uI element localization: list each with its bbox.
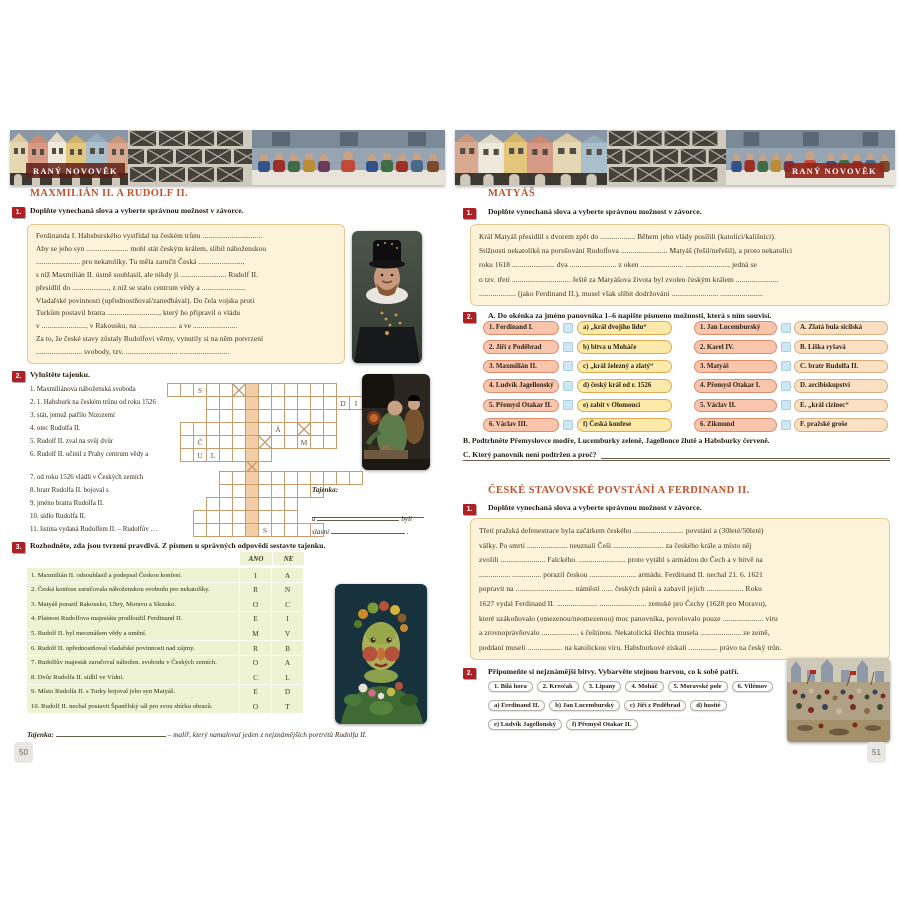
statement-text: 4. Platnost Rudolfova majestátu prodloužil Ferdinand II. <box>27 612 239 626</box>
crossword-clue: 7. od roku 1526 vládli v Českých zemích <box>30 474 144 481</box>
crossword-cell <box>297 422 311 436</box>
task-number-badge: 2. <box>12 371 25 382</box>
option-chip: b) bitva u Moháče <box>577 340 672 354</box>
crossword-clue: 5. Rudolf II. zval na svůj dvůr <box>30 438 114 445</box>
crossword-cell[interactable] <box>258 396 272 410</box>
option-chip: C. bratr Rudolfa II. <box>794 360 888 374</box>
crossword-cell[interactable] <box>284 409 298 423</box>
yes-letter-cell[interactable]: O <box>240 656 271 670</box>
table-row <box>27 568 304 582</box>
answer-chip[interactable]: f) Přemysl Otakar II. <box>566 719 638 730</box>
answer-box[interactable] <box>781 381 791 391</box>
task-instruction-c <box>463 450 890 459</box>
section-title: ČESKÉ STAVOVSKÉ POVSTÁNÍ A FERDINAND II. <box>488 485 750 496</box>
ruler-chip: 3. Maxmilián II. <box>483 360 559 374</box>
crossword-cell[interactable] <box>167 383 181 397</box>
no-letter-cell[interactable]: D <box>272 685 303 699</box>
crossword-cell[interactable] <box>323 471 337 485</box>
matching-exercise <box>455 130 895 440</box>
statement-text: 8. Dvůr Rudolfa II. sídlil ve Vídni. <box>27 670 239 684</box>
chapter-banner <box>26 163 125 178</box>
answer-box[interactable] <box>563 420 573 430</box>
no-letter-cell[interactable]: C <box>272 597 303 611</box>
crossword-cell[interactable] <box>323 383 337 397</box>
true-false-table <box>27 552 305 718</box>
statement-text: 10. Rudolf II. nechal postavit Španělský sál pro svou sbírku obrazů. <box>27 699 239 713</box>
fill-blank-line: Ferdinanda I. Habsburského vystřídal na českém trůnu ............................... <box>36 231 263 240</box>
tajenka-footer <box>27 728 367 739</box>
crossword-cell[interactable]: L <box>206 448 220 462</box>
crossword-cell[interactable] <box>271 471 285 485</box>
crossword-cell[interactable] <box>245 435 259 449</box>
fill-blank-line: 1627 vydal Ferdinand II. ..................... ........................ zemské pro Čechy (1628 pro Moravu), <box>479 598 767 608</box>
crossword-cell[interactable] <box>258 484 272 498</box>
last-supper-photo <box>252 130 445 185</box>
fill-blank-line: Turkům postavil bratra ..........................., který ho připravil o vládu <box>36 308 241 318</box>
ruler-chip: 2. Jiří z Poděbrad <box>483 340 559 354</box>
tajenka-answer-line-3[interactable] <box>312 525 409 536</box>
rudolf-ii-portrait-image <box>352 231 422 363</box>
answer-box[interactable] <box>563 323 573 333</box>
answer-blank-line[interactable] <box>601 450 890 459</box>
ruler-chip: 5. Václav II. <box>694 399 777 413</box>
table-row <box>27 583 304 597</box>
crossword-cell[interactable] <box>232 523 246 537</box>
crossword-cell[interactable] <box>258 409 272 423</box>
crossword-cell[interactable] <box>323 435 337 449</box>
crossword-cell[interactable] <box>258 383 272 397</box>
battle-chip[interactable]: 6. Vilémov <box>732 681 774 692</box>
fill-blank-line: Třetí pražská defenestrace byla začátkem českého .......................... povstání a (30leté/50leté) <box>479 526 764 535</box>
table-row <box>27 699 304 713</box>
crossword-cell[interactable] <box>219 523 233 537</box>
crossword-cell[interactable] <box>310 435 324 449</box>
table-row <box>27 670 304 684</box>
statement-text: 3. Matyáš porazil Rakousko, Uhry, Moravu a Slezsko. <box>27 597 239 611</box>
crossword-cell[interactable]: I <box>349 396 363 410</box>
crossword-cell[interactable] <box>245 422 259 436</box>
no-letter-cell[interactable]: L <box>272 670 303 684</box>
crossword-cell[interactable] <box>206 497 220 511</box>
crossword-cell[interactable] <box>245 409 259 423</box>
crossword-cell[interactable] <box>258 448 272 462</box>
page-number: 50 <box>14 742 33 763</box>
table-row <box>27 641 304 655</box>
crossword-clue: 2. 1. Habsburk na českém trůnu od roku 1526 <box>30 399 156 406</box>
task-number-badge: 2. <box>463 312 476 323</box>
crossword-cell[interactable] <box>323 409 337 423</box>
fill-blank-line: ................ ............... porazil českou ........................ armádu. Ferdinand II. nechal 21. 6. 1621 <box>479 569 763 579</box>
crossword-cell[interactable] <box>284 497 298 511</box>
no-letter-cell[interactable]: N <box>272 583 303 597</box>
chapter-banner-label: RANÝ NOVOVĚK <box>33 165 118 176</box>
crossword-cell[interactable] <box>219 422 233 436</box>
task-instruction: Připomeňte si nejznámější bitvy. Vybarvěte stejnou barvou, co k sobě patří. <box>488 667 739 676</box>
crossword-cell[interactable] <box>206 383 220 397</box>
section-title: MAXMILIÁN II. A RUDOLF II. <box>30 188 189 199</box>
fill-blank-line: popravit na .............................. náměstí ...... českých pánů a zabavil jejich ................... Roku <box>479 584 762 594</box>
crossword-cell[interactable] <box>310 383 324 397</box>
crossword-cell[interactable] <box>206 409 220 423</box>
fill-blank-line: Král Matyáš přesídlil s dvorem zpět do .................. Během jeho vlády posílili (katolíci/kališníci). <box>479 232 776 241</box>
crossword-cell[interactable] <box>349 471 363 485</box>
ruler-chip: 6. Zikmund <box>694 418 777 432</box>
crossword-cell[interactable] <box>284 435 298 449</box>
table-row <box>27 597 304 611</box>
tajenka-answer-line-2[interactable] <box>312 512 412 523</box>
fill-blank-line: a zrovnoprávňovalo ................... s češtinou. Nekatolická šlechta musela ..................... ze země, <box>479 628 770 638</box>
no-letter-cell[interactable]: B <box>272 641 303 655</box>
crossword-cell[interactable] <box>271 497 285 511</box>
crossword-cell[interactable] <box>297 471 311 485</box>
crossword-cell[interactable] <box>232 510 246 524</box>
table-row <box>27 685 304 699</box>
answer-chip[interactable]: a) Ferdinand II. <box>488 700 545 711</box>
crossword-cell[interactable] <box>271 383 285 397</box>
no-letter-cell[interactable]: A <box>272 656 303 670</box>
no-letter-cell[interactable]: I <box>272 612 303 626</box>
crossword-cell[interactable]: M <box>297 435 311 449</box>
tajenka-word: a <box>312 515 316 523</box>
crossword-cell <box>232 383 246 397</box>
battle-painting-image <box>787 658 890 742</box>
crossword-cell[interactable] <box>271 523 285 537</box>
tajenka-word: byli <box>401 515 412 523</box>
statement-text: 9. Místo Rudolfa II. s Turky bojoval jeho syn Matyáš. <box>27 685 239 699</box>
ruler-chip: 4. Ludvík Jagellonský <box>483 379 559 393</box>
ruler-chip: 6. Václav III. <box>483 418 559 432</box>
crossword-cell[interactable] <box>206 422 220 436</box>
crossword-cell[interactable] <box>219 435 233 449</box>
crossword-cell[interactable] <box>284 510 298 524</box>
crossword-cell[interactable] <box>297 523 311 537</box>
alchemist-painting-image <box>362 374 430 470</box>
option-chip: f) Česká konfese <box>577 418 672 432</box>
crossword-cell[interactable] <box>232 435 246 449</box>
task-number-badge: 1. <box>12 207 25 218</box>
option-chip: E. „král cizinec“ <box>794 399 888 413</box>
statement-text: 1. Maxmilián II. odsouhlasil a podepsal Českou konfesi. <box>27 568 239 582</box>
task-number-badge: 1. <box>463 208 476 219</box>
task-number-badge: 2. <box>463 668 476 679</box>
tajenka-label-text: Tajenka: <box>312 486 339 494</box>
crossword-cell[interactable] <box>271 409 285 423</box>
no-letter-cell[interactable]: A <box>272 568 303 582</box>
crossword-cell[interactable] <box>297 383 311 397</box>
task-instruction: Doplňte vynechaná slova a vyberte správnou možnost v závorce. <box>488 207 702 216</box>
crossword-clue: 8. bratr Rudolfa II. bojoval s <box>30 487 109 494</box>
tajenka-footer-blank[interactable] <box>56 728 166 737</box>
statement-text: 2. Česká konfese zaručovala náboženskou svobodu pro nekatolíky. <box>27 583 239 597</box>
fill-in-text-box <box>470 518 890 660</box>
crossword-cell[interactable] <box>258 422 272 436</box>
option-chip: F. pražské groše <box>794 418 888 432</box>
crossword-cell[interactable] <box>258 510 272 524</box>
crossword-cell[interactable] <box>323 396 337 410</box>
task-instruction-b: B. Podtrhněte Přemyslovce modře, Lucemburky zeleně, Jagellonce žlutě a Habsburky červeně. <box>463 436 770 445</box>
answer-box[interactable] <box>563 400 573 410</box>
fill-blank-line: války. Po smrti ..................... neuznali Češi .......................... za českého krále a místo něj <box>479 540 752 550</box>
task-instruction: Rozhodněte, zda jsou tvrzení pravdivá. Z písmen u správných odpovědí sestavte tajenku. <box>30 541 326 550</box>
crossword-cell[interactable] <box>180 448 194 462</box>
crossword-cell[interactable]: D <box>336 396 350 410</box>
answer-chip[interactable]: c) Jiří z Poděbrad <box>624 700 686 711</box>
table-header-yes: ANO <box>240 552 272 565</box>
statement-text: 7. Rudolfův majestát zaručoval nábožen. svobodu v Českých zemích. <box>27 656 239 670</box>
crossword-cell[interactable] <box>206 435 220 449</box>
yes-letter-cell[interactable]: I <box>240 568 271 582</box>
crossword-cell[interactable] <box>193 510 207 524</box>
yes-letter-cell[interactable]: C <box>240 670 271 684</box>
sgraffito-photo <box>128 130 252 185</box>
crossword-cell[interactable] <box>245 471 259 485</box>
answer-box[interactable] <box>781 323 791 333</box>
fill-blank-line: přesídlil do ..................., z níž se stalo centrum vědy a ....................... <box>36 282 246 292</box>
crossword-cell[interactable] <box>193 422 207 436</box>
fill-blank-line: s níž Maxmilián II. ústně souhlasil, ale nikdy ji ........................ Rudolf II. <box>36 269 259 279</box>
option-chip: e) zabit v Olomouci <box>577 399 672 413</box>
no-letter-cell[interactable]: V <box>272 626 303 640</box>
crossword-cell[interactable] <box>271 484 285 498</box>
task-instruction: Vyluštěte tajenku. <box>30 370 90 379</box>
statement-text: 6. Rudolf II. upřednostňoval vladařské povinnosti nad zájmy. <box>27 641 239 655</box>
crossword-cell[interactable] <box>219 383 233 397</box>
answer-chip[interactable]: e) Ludvík Jagellonský <box>488 719 562 730</box>
battle-chip[interactable]: 3. Lipany <box>583 681 622 692</box>
task-instruction: Doplňte vynechaná slova a vyberte správnou možnost v závorce. <box>488 503 702 512</box>
vertumnus-portrait-image <box>335 584 427 724</box>
fill-blank-line: poddaní museli .................. na katolickou víru. Habsburkové získali ............... právo na český trůn. <box>479 642 782 652</box>
fill-blank-line: ................... (jako Ferdinand II.), musel však slíbit dodržování ........................ ...................... <box>479 288 763 298</box>
fill-blank-line: roku 1618 ...................... dva ........................ z oken ...................... ......................, jedná se <box>479 260 757 270</box>
answer-chip[interactable]: b) Jan Lucemburský <box>549 700 620 711</box>
yes-letter-cell[interactable]: M <box>240 626 271 640</box>
yes-letter-cell[interactable]: R <box>240 583 271 597</box>
fill-blank-line: Aby se jeho syn ...................... mohl stát českým králem, slíbil náboženskou <box>36 243 267 253</box>
crossword-cell[interactable] <box>219 409 233 423</box>
crossword-clue: 10. sídlo Rudolfa II. <box>30 513 86 520</box>
crossword-clue-list <box>30 383 157 536</box>
crossword-cell[interactable] <box>206 396 220 410</box>
fill-blank-line: o tzv. třetí .............................. Ještě za Matyášova života byl zvolen českým králem ...................... <box>479 274 779 284</box>
answer-box[interactable] <box>781 400 791 410</box>
crossword-clue: 4. otec Rudolfa II. <box>30 425 81 432</box>
fill-blank-line: v ......................., v Rakousku, na .................... a ve ....................... <box>36 321 238 331</box>
section-title: MATYÁŠ <box>488 188 536 199</box>
crossword-cell[interactable] <box>245 523 259 537</box>
tajenka-word: slavní <box>312 528 330 536</box>
yes-letter-cell[interactable]: O <box>240 597 271 611</box>
table-row <box>27 626 304 640</box>
ruler-chip: 5. Přemysl Otakar II. <box>483 399 559 413</box>
battle-chip[interactable]: 1. Bílá hora <box>488 681 533 692</box>
crossword-cell[interactable] <box>180 435 194 449</box>
crossword-cell[interactable] <box>284 471 298 485</box>
crossword-cell[interactable] <box>206 523 220 537</box>
crossword-cell[interactable] <box>219 484 233 498</box>
crossword-clue: 9. jméno bratra Rudolfa II. <box>30 500 104 507</box>
chapter-banner-label: RANÝ NOVOVĚK <box>792 165 877 176</box>
crossword-cell[interactable] <box>310 422 324 436</box>
crossword-cell[interactable] <box>232 396 246 410</box>
crossword-cell[interactable] <box>271 396 285 410</box>
option-chip: D. arcibiskupství <box>794 379 888 393</box>
crossword-cell[interactable] <box>219 396 233 410</box>
crossword-cell[interactable] <box>310 396 324 410</box>
crossword-cell <box>258 435 272 449</box>
crossword-cell[interactable] <box>232 409 246 423</box>
crossword-cell[interactable] <box>180 383 194 397</box>
crossword-cell[interactable] <box>284 422 298 436</box>
crossword-cell[interactable] <box>284 396 298 410</box>
statement-text: 5. Rudolf II. byl mecenášem vědy a umění. <box>27 626 239 640</box>
option-chip: d) český král od r. 1526 <box>577 379 672 393</box>
crossword-clue: 1. Maxmiliánova náboženská svoboda <box>30 386 136 393</box>
crossword-cell[interactable] <box>271 435 285 449</box>
crossword-cell[interactable] <box>258 471 272 485</box>
battle-chip[interactable]: 5. Moravské pole <box>668 681 728 692</box>
crossword-cell[interactable] <box>258 497 272 511</box>
crossword-cell[interactable] <box>284 523 298 537</box>
option-chip: B. Liška ryšavá <box>794 340 888 354</box>
crossword-cell[interactable] <box>323 422 337 436</box>
crossword-cell[interactable]: S <box>258 523 272 537</box>
fill-blank-line: Stížnosti nekatolíků na porušování Rudolfova ........................ Matyáš (řešil/neřešil), a proto nekatolíci <box>479 246 793 256</box>
crossword-cell[interactable] <box>193 523 207 537</box>
fill-blank-line: Za to, že české stavy zůstaly Rudolfovi věrny, vynutily si na něm potvrzení <box>36 334 264 344</box>
yes-letter-cell[interactable]: E <box>240 612 271 626</box>
task-number-badge: 1. <box>463 504 476 515</box>
yes-letter-cell[interactable]: R <box>240 641 271 655</box>
answer-chip[interactable]: d) husité <box>690 700 726 711</box>
answer-box[interactable] <box>781 420 791 430</box>
crossword-clue: 3. stát, jemuž patřilo Nizozemí <box>30 412 115 419</box>
crossword-cell[interactable] <box>245 396 259 410</box>
answer-box[interactable] <box>563 381 573 391</box>
answer-chip-row <box>488 700 727 711</box>
crossword-cell[interactable] <box>219 471 233 485</box>
crossword-cell[interactable]: Á <box>271 422 285 436</box>
tajenka-footer-text: – malíř, který namaloval jeden z nejznámějších portrétů Rudolfa II. <box>167 730 367 739</box>
table-row <box>27 612 304 626</box>
crossword-cell[interactable] <box>297 409 311 423</box>
left-page <box>10 130 445 790</box>
crossword-clue: 11. listina vydaná Rudolfem II. – Rudolfův … <box>30 526 158 533</box>
fill-blank-line: zvolili ....................... Falckého. ........................ proto vytáhl s armádou do Čech a v bitvě na <box>479 555 763 565</box>
answer-box[interactable] <box>781 342 791 352</box>
crossword-cell[interactable] <box>245 383 259 397</box>
battle-chip[interactable]: 4. Moháč <box>625 681 663 692</box>
crossword-cell[interactable] <box>232 448 246 462</box>
ruler-chip: 4. Přemysl Otakar I. <box>694 379 777 393</box>
crossword-cell[interactable] <box>232 497 246 511</box>
task-instruction: Doplňte vynechaná slova a vyberte správnou možnost v závorce. <box>30 206 244 215</box>
tajenka-label <box>312 486 338 494</box>
answer-box[interactable] <box>781 361 791 371</box>
ruler-chip: 1. Jan Lucemburský <box>694 321 777 335</box>
fill-blank-line: které uzákoňovalo (omezenou/neomezenou) moc panovníka, povolovalo pouze ..................... víru <box>479 613 778 623</box>
crossword-cell[interactable] <box>297 484 311 498</box>
tajenka-footer-label: Tajenka: <box>27 730 54 739</box>
crossword-cell[interactable] <box>245 510 259 524</box>
crossword-cell[interactable] <box>180 422 194 436</box>
crossword-cell[interactable] <box>206 510 220 524</box>
task-number-badge: 3. <box>12 542 25 553</box>
answer-blank-line[interactable] <box>463 460 890 461</box>
crossword-cell[interactable] <box>310 471 324 485</box>
crossword-cell[interactable] <box>336 471 350 485</box>
crossword-cell[interactable] <box>219 510 233 524</box>
fill-blank-line: ....................... pro nekatolíky. Tu měla zaručit Česká ......................., <box>36 256 245 266</box>
table-row <box>27 656 304 670</box>
option-chip: c) „král železný a zlatý“ <box>577 360 672 374</box>
crossword-cell[interactable]: U <box>193 448 207 462</box>
crossword-cell[interactable] <box>232 484 246 498</box>
crossword-cell[interactable] <box>297 396 311 410</box>
crossword-cell[interactable] <box>271 510 285 524</box>
crossword-clue: 6. Rudolf II. učinil z Prahy centrum vědy a <box>30 451 149 458</box>
crossword-cell[interactable] <box>310 409 324 423</box>
question-c-text: C. Který panovník není podtržen a proč? <box>463 450 597 459</box>
no-letter-cell[interactable]: T <box>272 699 303 713</box>
ruler-chip: 1. Ferdinand I. <box>483 321 559 335</box>
tajenka-word: . <box>406 528 409 536</box>
ruler-chip: 3. Matyáš <box>694 360 777 374</box>
battle-chip-row <box>488 681 773 692</box>
option-chip: a) „král dvojího lidu“ <box>577 321 672 335</box>
table-header-no: NE <box>273 552 304 565</box>
crossword-cell[interactable] <box>232 422 246 436</box>
answer-box[interactable] <box>563 342 573 352</box>
option-chip: A. Zlatá bula sicilská <box>794 321 888 335</box>
yes-letter-cell[interactable]: O <box>240 699 271 713</box>
crossword-cell[interactable] <box>284 484 298 498</box>
right-page <box>455 130 895 790</box>
crossword-cell[interactable] <box>219 448 233 462</box>
crossword-cell[interactable] <box>219 497 233 511</box>
crossword-cell[interactable] <box>232 471 246 485</box>
page-number: 51 <box>867 742 886 763</box>
answer-box[interactable] <box>563 361 573 371</box>
fill-blank-line: Vladařské povinnosti (upřednostňoval/zanedbával). Do čela vojska proti <box>36 295 255 305</box>
crossword-cell[interactable] <box>245 497 259 511</box>
answer-chip-row <box>488 719 638 730</box>
crossword-cell[interactable]: S <box>193 383 207 397</box>
crossword-cell[interactable]: Č <box>193 435 207 449</box>
yes-letter-cell[interactable]: E <box>240 685 271 699</box>
ruler-chip: 2. Karel IV. <box>694 340 777 354</box>
battle-chip[interactable]: 2. Kresčak <box>537 681 579 692</box>
task-instruction: A. Do okénka za jméno panovníka 1–6 napište písmeno možnosti, která s ním souvisí. <box>488 311 772 320</box>
crossword-cell[interactable] <box>284 383 298 397</box>
crossword-cell[interactable] <box>245 484 259 498</box>
fill-blank-line: ........................ svobody, tzv. ........................... .......................... <box>36 347 230 357</box>
fill-in-text-box <box>27 224 345 364</box>
crossword-cell[interactable] <box>245 448 259 462</box>
